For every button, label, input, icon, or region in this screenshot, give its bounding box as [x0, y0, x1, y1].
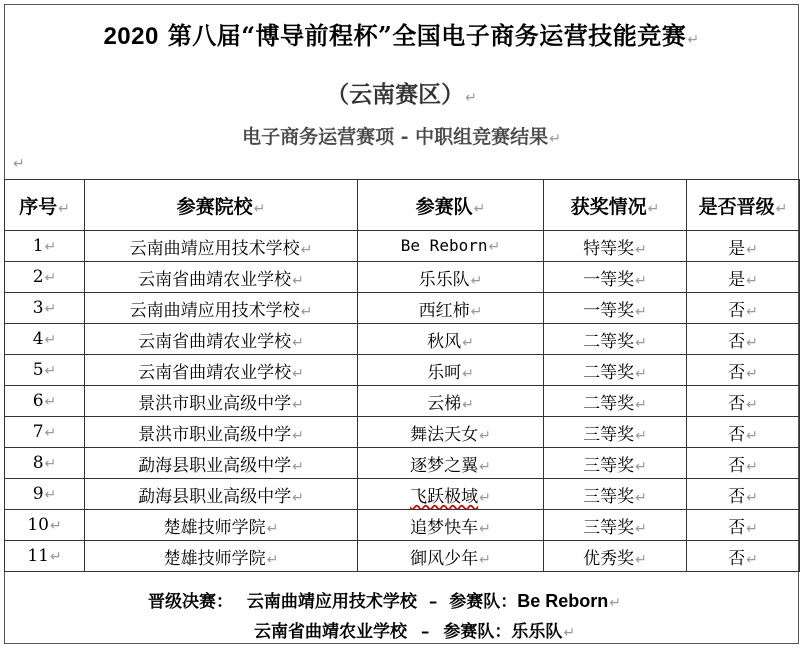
paragraph-mark-icon: ↵	[635, 520, 647, 537]
team-name: 云梯	[427, 393, 462, 414]
row-number: 9	[32, 484, 44, 504]
title-text: 第八届“博导前程杯”全国电子商务运营技能竞赛	[158, 21, 687, 50]
paragraph-mark-icon: ↵	[292, 427, 304, 444]
table-row	[5, 293, 800, 324]
qualified: 是	[728, 238, 746, 259]
row-number: 10	[27, 515, 49, 535]
row-number-cell	[5, 262, 85, 293]
award: 特等奖	[583, 238, 635, 259]
paragraph-mark-icon: ↵	[609, 595, 622, 611]
qualified: 否	[728, 424, 746, 445]
row-number-cell	[5, 324, 85, 355]
column-header	[544, 180, 687, 231]
table-row	[5, 479, 800, 510]
column-header-label: 获奖情况	[570, 195, 647, 218]
school-name-cell	[85, 510, 358, 541]
school-name: 云南曲靖应用技术学校	[129, 238, 300, 259]
document-subtitle	[0, 76, 803, 109]
team-name-cell	[358, 417, 544, 448]
team-name-cell	[358, 231, 544, 262]
row-number: 6	[32, 391, 44, 411]
school-name-cell	[85, 324, 358, 355]
school-name: 景洪市职业高级中学	[138, 393, 292, 414]
school-name-cell	[85, 479, 358, 510]
school-name: 云南省曲靖农业学校	[138, 269, 292, 290]
paragraph-mark-icon: ↵	[647, 200, 660, 217]
row-number: 7	[32, 422, 44, 442]
paragraph-mark-icon: ↵	[13, 156, 25, 172]
qualified: 否	[728, 517, 746, 538]
paragraph-mark-icon: ↵	[58, 200, 70, 217]
table-row	[5, 355, 800, 386]
paragraph-mark-icon: ↵	[266, 551, 279, 568]
column-header-label: 参赛院校	[176, 195, 253, 218]
table-row	[5, 510, 800, 541]
school-name: 景洪市职业高级中学	[138, 424, 292, 445]
row-number: 3	[32, 298, 44, 318]
paragraph-mark-icon: ↵	[479, 520, 491, 537]
paragraph-mark-icon: ↵	[635, 551, 647, 568]
paragraph-mark-icon: ↵	[462, 365, 474, 382]
award: 优秀奖	[583, 548, 635, 569]
paragraph-mark-icon: ↵	[470, 303, 483, 320]
column-header	[5, 180, 85, 231]
paragraph-mark-icon: ↵	[635, 334, 647, 351]
paragraph-mark-icon: ↵	[746, 365, 758, 382]
footer-separator: –	[420, 622, 430, 642]
column-header-label: 序号	[19, 195, 58, 218]
paragraph-mark-icon: ↵	[479, 458, 491, 475]
paragraph-mark-icon: ↵	[470, 272, 483, 289]
school-name-cell	[85, 417, 358, 448]
column-header-label: 参赛队	[415, 195, 473, 218]
qualified-cell	[687, 355, 800, 386]
team-name-cell	[358, 324, 544, 355]
empty-paragraph	[12, 153, 25, 172]
qualified: 否	[728, 486, 746, 507]
school-name-cell	[85, 262, 358, 293]
paragraph-mark-icon: ↵	[746, 520, 758, 537]
table-row	[5, 231, 800, 262]
qualified: 否	[728, 393, 746, 414]
qualified-cell	[687, 262, 800, 293]
paragraph-mark-icon: ↵	[635, 303, 647, 320]
paragraph-mark-icon: ↵	[635, 272, 647, 289]
school-name-cell	[85, 386, 358, 417]
qualified: 否	[728, 548, 746, 569]
school-name: 勐海县职业高级中学	[138, 455, 292, 476]
footer-label: 晋级决赛：	[148, 592, 233, 612]
school-name: 楚雄技师学院	[163, 548, 266, 569]
paragraph-mark-icon: ↵	[746, 489, 758, 506]
row-number: 1	[32, 236, 44, 256]
award-cell	[544, 479, 687, 510]
team-name: 舞法天女	[410, 424, 479, 445]
paragraph-mark-icon: ↵	[49, 518, 62, 534]
award: 二等奖	[583, 393, 635, 414]
heading-text: 电子商务运营赛项 - 中职组竞赛结果	[242, 126, 549, 148]
paragraph-mark-icon: ↵	[49, 549, 62, 565]
footer-team-label: 参赛队：	[449, 592, 518, 612]
paragraph-mark-icon: ↵	[44, 239, 57, 255]
table-row	[5, 386, 800, 417]
award-cell	[544, 510, 687, 541]
subtitle-text: （云南赛区）	[326, 81, 465, 108]
row-number-cell	[5, 355, 85, 386]
award: 三等奖	[583, 517, 635, 538]
award-cell	[544, 355, 687, 386]
qualified-cell	[687, 386, 800, 417]
school-name: 云南省曲靖农业学校	[138, 362, 292, 383]
table-row	[5, 417, 800, 448]
award: 二等奖	[583, 362, 635, 383]
paragraph-mark-icon: ↵	[746, 303, 758, 320]
paragraph-mark-icon: ↵	[746, 551, 758, 568]
team-name: 西红柿	[418, 300, 470, 321]
paragraph-mark-icon: ↵	[44, 487, 57, 503]
paragraph-mark-icon: ↵	[635, 458, 647, 475]
paragraph-mark-icon: ↵	[462, 396, 474, 413]
column-header-label: 是否晋级	[698, 195, 775, 218]
award-cell	[544, 386, 687, 417]
footer-team-label: 参赛队：	[443, 622, 512, 642]
paragraph-mark-icon: ↵	[292, 396, 304, 413]
qualified-cell	[687, 479, 800, 510]
qualified-cell	[687, 448, 800, 479]
qualified: 否	[728, 300, 746, 321]
paragraph-mark-icon: ↵	[44, 425, 57, 441]
award: 三等奖	[583, 486, 635, 507]
paragraph-mark-icon: ↵	[292, 272, 304, 289]
award-cell	[544, 293, 687, 324]
row-number-cell	[5, 231, 85, 262]
footer-line-1	[148, 587, 621, 612]
table-header-row	[5, 180, 800, 231]
school-name: 云南省曲靖农业学校	[138, 331, 292, 352]
paragraph-mark-icon: ↵	[292, 458, 304, 475]
paragraph-mark-icon: ↵	[44, 394, 57, 410]
team-name-cell	[358, 541, 544, 572]
award-cell	[544, 448, 687, 479]
table-row	[5, 324, 800, 355]
paragraph-mark-icon: ↵	[479, 489, 491, 506]
paragraph-mark-icon: ↵	[462, 334, 474, 351]
award-cell	[544, 417, 687, 448]
qualified: 否	[728, 455, 746, 476]
award-cell	[544, 541, 687, 572]
row-number-cell	[5, 510, 85, 541]
row-number: 11	[27, 546, 49, 566]
paragraph-mark-icon: ↵	[635, 427, 647, 444]
award: 三等奖	[583, 455, 635, 476]
row-number: 5	[32, 360, 44, 380]
results-heading	[0, 122, 803, 149]
team-name-cell	[358, 293, 544, 324]
paragraph-mark-icon: ↵	[292, 489, 304, 506]
paragraph-mark-icon: ↵	[746, 458, 758, 475]
paragraph-mark-icon: ↵	[746, 427, 758, 444]
qualified-cell	[687, 510, 800, 541]
award-cell	[544, 324, 687, 355]
qualified-cell	[687, 324, 800, 355]
column-header	[85, 180, 358, 231]
paragraph-mark-icon: ↵	[266, 520, 279, 537]
paragraph-mark-icon: ↵	[479, 427, 491, 444]
award: 二等奖	[583, 331, 635, 352]
school-name: 云南曲靖应用技术学校	[129, 300, 300, 321]
team-name: 御风少年	[410, 548, 479, 569]
footer-school: 云南省曲靖农业学校	[254, 622, 407, 642]
team-name-cell	[358, 355, 544, 386]
paragraph-mark-icon: ↵	[292, 334, 304, 351]
award: 三等奖	[583, 424, 635, 445]
table-body	[5, 231, 800, 572]
paragraph-mark-icon: ↵	[746, 241, 758, 258]
paragraph-mark-icon: ↵	[635, 489, 647, 506]
row-number-cell	[5, 293, 85, 324]
qualified-cell	[687, 541, 800, 572]
footer-team: 乐乐队	[511, 622, 563, 642]
team-name-cell	[358, 262, 544, 293]
paragraph-mark-icon: ↵	[775, 200, 788, 217]
qualification-footer	[4, 581, 799, 644]
row-number-cell	[5, 386, 85, 417]
team-name-cell	[358, 448, 544, 479]
row-number: 8	[32, 453, 44, 473]
school-name: 勐海县职业高级中学	[138, 486, 292, 507]
team-name: 秋风	[427, 331, 462, 352]
paragraph-mark-icon: ↵	[44, 270, 57, 286]
column-header	[358, 180, 544, 231]
footer-school: 云南曲靖应用技术学校	[246, 592, 417, 612]
row-number-cell	[5, 541, 85, 572]
school-name-cell	[85, 541, 358, 572]
row-number-cell	[5, 479, 85, 510]
table-row	[5, 262, 800, 293]
row-number-cell	[5, 417, 85, 448]
team-name: 乐呵	[427, 362, 462, 383]
paragraph-mark-icon: ↵	[549, 131, 561, 147]
title-year: 2020	[103, 23, 159, 50]
table-row	[5, 448, 800, 479]
paragraph-mark-icon: ↵	[300, 303, 313, 320]
team-name: 追梦快车	[410, 517, 479, 538]
paragraph-mark-icon: ↵	[44, 456, 57, 472]
column-header	[687, 180, 800, 231]
award-cell	[544, 262, 687, 293]
paragraph-mark-icon: ↵	[300, 241, 313, 258]
qualified: 是	[728, 269, 746, 290]
footer-line-2	[254, 617, 575, 642]
team-name: 乐乐队	[418, 269, 470, 290]
paragraph-mark-icon: ↵	[563, 625, 576, 641]
team-name: 逐梦之翼	[410, 455, 479, 476]
paragraph-mark-icon: ↵	[746, 396, 758, 413]
team-name: Be Reborn	[400, 236, 488, 255]
qualified-cell	[687, 231, 800, 262]
team-name-cell	[358, 386, 544, 417]
row-number: 2	[32, 267, 44, 287]
school-name-cell	[85, 231, 358, 262]
paragraph-mark-icon: ↵	[746, 334, 758, 351]
paragraph-mark-icon: ↵	[253, 200, 266, 217]
paragraph-mark-icon: ↵	[292, 365, 304, 382]
school-name-cell	[85, 448, 358, 479]
paragraph-mark-icon: ↵	[635, 241, 647, 258]
paragraph-mark-icon: ↵	[746, 272, 758, 289]
team-name-cell	[358, 510, 544, 541]
school-name-cell	[85, 355, 358, 386]
footer-separator: –	[428, 592, 438, 612]
paragraph-mark-icon: ↵	[465, 90, 477, 106]
table-row	[5, 541, 800, 572]
row-number: 4	[32, 329, 44, 349]
results-table	[4, 179, 800, 572]
paragraph-mark-icon: ↵	[635, 396, 647, 413]
paragraph-mark-icon: ↵	[635, 365, 647, 382]
team-name-cell	[358, 479, 544, 510]
row-number-cell	[5, 448, 85, 479]
paragraph-mark-icon: ↵	[479, 551, 491, 568]
qualified: 否	[728, 362, 746, 383]
document-title	[0, 16, 803, 51]
paragraph-mark-icon: ↵	[488, 239, 501, 255]
team-name: 飞跃极域	[410, 486, 479, 507]
qualified: 否	[728, 331, 746, 352]
award-cell	[544, 231, 687, 262]
paragraph-mark-icon: ↵	[44, 363, 57, 379]
award: 一等奖	[583, 300, 635, 321]
footer-team: Be Reborn	[517, 591, 609, 611]
school-name-cell	[85, 293, 358, 324]
paragraph-mark-icon: ↵	[44, 301, 57, 317]
paragraph-mark-icon: ↵	[687, 32, 700, 48]
paragraph-mark-icon: ↵	[44, 332, 57, 348]
school-name: 楚雄技师学院	[163, 517, 266, 538]
paragraph-mark-icon: ↵	[473, 200, 486, 217]
award: 一等奖	[583, 269, 635, 290]
qualified-cell	[687, 417, 800, 448]
qualified-cell	[687, 293, 800, 324]
